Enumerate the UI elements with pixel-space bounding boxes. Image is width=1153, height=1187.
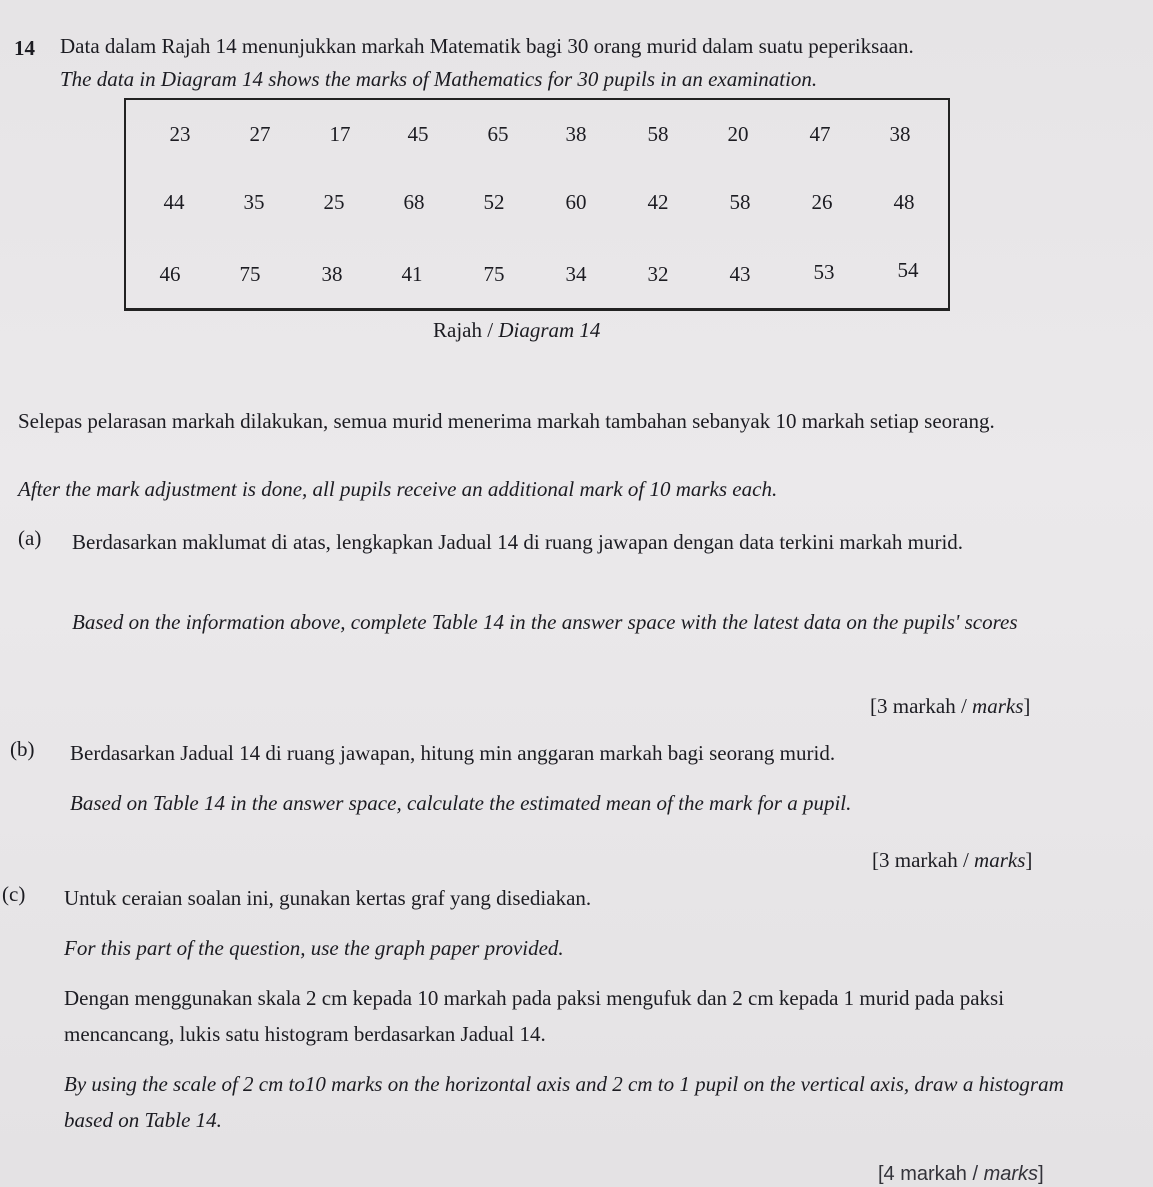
part-a-english: Based on the information above, complete Table 14 in the answer space with the latest data on the pupils' scores (72, 610, 1018, 634)
data-cell: 44 (163, 190, 185, 214)
data-cell: 17 (329, 122, 351, 146)
data-cell: 68 (403, 190, 425, 214)
part-a-marks (870, 688, 1030, 724)
data-cell: 41 (401, 262, 423, 286)
part-a-label: (a) (18, 526, 42, 550)
diagram-caption (433, 318, 600, 343)
data-cell: 48 (893, 190, 915, 214)
part-c-scale-english: By using the scale of 2 cm to10 marks on the horizontal axis and 2 cm to 1 pupil on the vertical axis, draw a histogram based on Table 14. (64, 1072, 1064, 1132)
question-intro-malay: Data dalam Rajah 14 menunjukkan markah Matematik bagi 30 orang murid dalam suatu peperiksaan. (60, 34, 914, 58)
marks-end: ] (1025, 848, 1033, 872)
data-cell: 43 (729, 262, 751, 286)
data-cell: 38 (565, 122, 587, 146)
data-cell: 25 (323, 190, 345, 214)
data-cell: 58 (729, 190, 751, 214)
data-cell: 38 (889, 122, 911, 146)
data-cell: 27 (249, 122, 271, 146)
data-cell: 75 (483, 262, 505, 286)
part-c-marks (878, 1163, 1044, 1186)
part-c-english: For this part of the question, use the graph paper provided. (64, 936, 564, 960)
caption-malay: Rajah / (433, 318, 499, 342)
diagram-14-data-box (124, 98, 950, 311)
part-b-marks (872, 842, 1032, 878)
data-cell: 65 (487, 122, 509, 146)
part-b-english: Based on Table 14 in the answer space, calculate the estimated mean of the mark for a pupil. (70, 791, 852, 815)
data-cell: 35 (243, 190, 265, 214)
data-cell: 58 (647, 122, 669, 146)
data-cell: 32 (647, 262, 669, 286)
data-cell: 45 (407, 122, 429, 146)
data-cell: 47 (809, 122, 831, 146)
marks-end: ] (1038, 1163, 1044, 1185)
marks-label: [3 markah / (872, 848, 975, 872)
marks-english: marks (974, 848, 1026, 872)
data-cell: 53 (813, 260, 835, 284)
part-b-malay: Berdasarkan Jadual 14 di ruang jawapan, hitung min anggaran markah bagi seorang murid. (70, 741, 836, 765)
part-a-malay: Berdasarkan maklumat di atas, lengkapkan Jadual 14 di ruang jawapan dengan data terkini markah murid. (72, 530, 964, 554)
data-cell: 26 (811, 190, 833, 214)
data-cell: 34 (565, 262, 587, 286)
data-cell: 42 (647, 190, 669, 214)
data-cell: 46 (159, 262, 181, 286)
data-cell: 54 (897, 258, 919, 282)
marks-english: marks (972, 694, 1024, 718)
marks-end: ] (1023, 694, 1031, 718)
data-cell: 75 (239, 262, 261, 286)
data-cell: 38 (321, 262, 343, 286)
marks-label: [3 markah / (870, 694, 973, 718)
question-intro-english: The data in Diagram 14 shows the marks of Mathematics for 30 pupils in an examination. (60, 67, 818, 91)
data-cell: 23 (169, 122, 191, 146)
marks-english: marks (983, 1163, 1039, 1185)
part-b-label: (b) (10, 737, 35, 761)
adjustment-english: After the mark adjustment is done, all pupils receive an additional mark of 10 marks each. (18, 477, 778, 501)
part-c-label: (c) (2, 882, 26, 906)
data-cell: 60 (565, 190, 587, 214)
adjustment-malay: Selepas pelarasan markah dilakukan, semua murid menerima markah tambahan sebanyak 10 markah setiap seorang. (18, 409, 995, 433)
question-number: 14 (14, 36, 35, 60)
part-c-scale-malay: Dengan menggunakan skala 2 cm kepada 10 markah pada paksi mengufuk dan 2 cm kepada 1 murid pada paksi mencancang, lukis satu histogram berdasarkan Jadual 14. (64, 986, 1005, 1046)
caption-english: Diagram 14 (498, 318, 601, 342)
part-c-malay: Untuk ceraian soalan ini, gunakan kertas graf yang disediakan. (64, 886, 592, 910)
data-cell: 52 (483, 190, 505, 214)
marks-label: [4 markah / (878, 1163, 984, 1185)
data-cell: 20 (727, 122, 749, 146)
